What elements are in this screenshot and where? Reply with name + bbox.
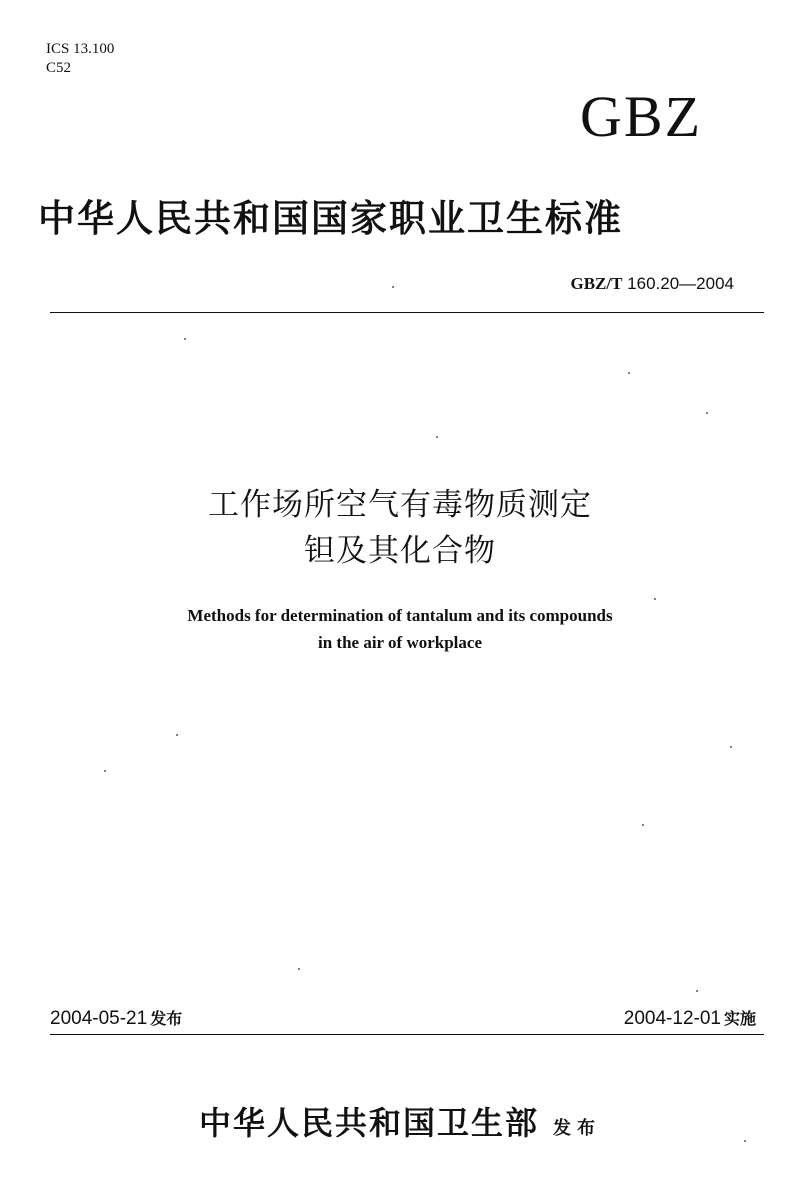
scan-speck	[654, 598, 656, 600]
scan-speck	[628, 372, 630, 374]
scan-speck	[744, 1140, 746, 1142]
scan-speck	[696, 990, 698, 992]
issuer-action: 发布	[553, 1118, 601, 1139]
scan-speck	[298, 968, 300, 970]
title-cn-line-2: 钽及其化合物	[304, 533, 496, 569]
issue-label: 发布	[150, 1009, 183, 1028]
scan-speck	[392, 286, 394, 288]
title-cn-line-1: 工作场所空气有毒物质测定	[208, 487, 592, 523]
document-title-en	[0, 602, 800, 656]
effective-date-block	[624, 1006, 756, 1030]
scan-speck	[642, 824, 644, 826]
standard-category-title: 中华人民共和国国家职业卫生标准	[38, 196, 623, 240]
standard-number	[570, 274, 734, 294]
scan-speck	[436, 436, 438, 438]
scan-speck	[176, 734, 178, 736]
title-en-line-2: in the air of workplace	[317, 633, 482, 652]
effective-date: 2004-12-01	[623, 1008, 721, 1029]
footer-divider	[50, 1034, 764, 1035]
issuer-line	[0, 1098, 800, 1144]
scan-speck	[706, 412, 708, 414]
scan-speck	[104, 770, 106, 772]
title-en-line-1: Methods for determination of tantalum and its compounds	[187, 606, 613, 625]
issuing-organization: 中华人民共和国卫生部	[198, 1104, 539, 1142]
scan-speck	[730, 746, 732, 748]
classification-codes	[46, 40, 114, 78]
header-divider	[50, 312, 764, 313]
ics-code: ICS 13.100	[46, 41, 115, 57]
standard-number-prefix: GBZ/T	[570, 274, 623, 293]
scan-speck	[184, 338, 186, 340]
ccs-code: C52	[46, 60, 72, 76]
issue-date: 2004-05-21	[50, 1008, 148, 1029]
document-title-cn	[0, 482, 800, 574]
standard-mark: GBZ	[580, 84, 702, 149]
issue-date-block	[50, 1006, 182, 1030]
standard-number-value: 160.20—2004	[627, 274, 734, 293]
effective-label: 实施	[723, 1009, 756, 1028]
